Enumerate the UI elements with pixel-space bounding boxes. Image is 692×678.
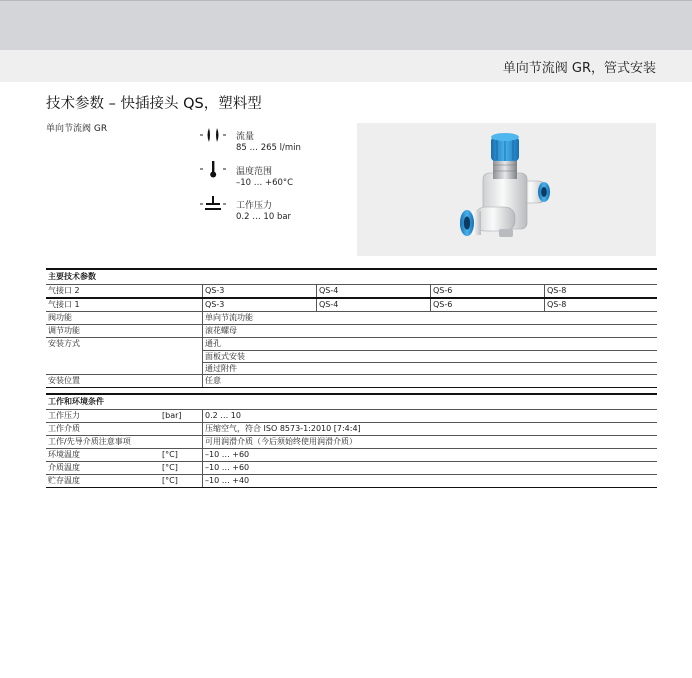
product-name: 单向节流阀 GR <box>46 124 108 134</box>
conditions-table <box>46 393 657 488</box>
table-row <box>46 409 657 422</box>
table-row-port1 <box>46 297 657 311</box>
table-row-position <box>46 374 657 387</box>
condition-value: 可用润滑介质（今后须始终使用润滑介质） <box>202 436 657 448</box>
table-row-port2 <box>46 284 657 297</box>
position-label: 安装位置 <box>48 376 80 385</box>
port1-qs8: QS-8 <box>544 299 657 311</box>
condition-value: –10 … +60 <box>202 449 657 461</box>
port2-qs4: QS-4 <box>316 285 430 297</box>
condition-unit: [°C] <box>162 450 178 459</box>
adjust-function-value: 滚花螺母 <box>202 325 657 337</box>
condition-label: 贮存温度 <box>48 476 80 485</box>
mounting-through-hole: 通孔 <box>202 338 657 350</box>
product-image <box>357 123 656 256</box>
flow-icon <box>200 126 226 144</box>
table-row-mounting <box>46 337 657 374</box>
page-title: 技术参数 – 快插接头 QS，塑料型 <box>46 96 262 112</box>
pressure-label: 工作压力 <box>236 201 273 211</box>
main-specs-title: 主要技术参数 <box>48 272 96 281</box>
port2-qs8: QS-8 <box>544 285 657 297</box>
mounting-accessory: 通过附件 <box>202 362 657 374</box>
table-row <box>46 422 657 435</box>
table-row-valve-function <box>46 311 657 324</box>
condition-unit: [°C] <box>162 463 178 472</box>
valve-function-value: 单向节流功能 <box>202 312 657 324</box>
port1-qs6: QS-6 <box>430 299 544 311</box>
pressure-value: 0.2 … 10 bar <box>236 212 292 222</box>
port2-qs3: QS-3 <box>202 285 316 297</box>
condition-value: 0.2 … 10 <box>202 410 657 422</box>
condition-unit <box>162 423 202 435</box>
port2-qs6: QS-6 <box>430 285 544 297</box>
temperature-label: 温度范围 <box>236 167 273 177</box>
condition-label: 环境温度 <box>48 450 80 459</box>
main-specs-table <box>46 268 657 388</box>
mounting-label: 安装方式 <box>48 339 80 348</box>
condition-label: 工作介质 <box>48 424 80 433</box>
table-row <box>46 474 657 487</box>
conditions-title: 工作和环境条件 <box>48 397 104 406</box>
table-row <box>46 435 657 448</box>
table-row <box>46 461 657 474</box>
top-banner <box>0 0 692 50</box>
condition-unit: [°C] <box>162 476 178 485</box>
condition-label: 工作压力 <box>48 411 80 420</box>
condition-value: 压缩空气，符合 ISO 8573-1:2010 [7:4:4] <box>202 423 657 435</box>
table-row-adjust-function <box>46 324 657 337</box>
section-title: 单向节流阀 GR，管式安装 <box>502 61 656 76</box>
table-row <box>46 448 657 461</box>
flow-label: 流量 <box>236 132 255 142</box>
condition-label: 介质温度 <box>48 463 80 472</box>
condition-label: 工作/先导介质注意事项 <box>48 437 131 446</box>
flow-value: 85 … 265 l/min <box>236 143 301 153</box>
port1-qs3: QS-3 <box>202 299 316 311</box>
temperature-value: –10 … +60°C <box>236 178 294 188</box>
adjust-function-label: 调节功能 <box>48 326 80 335</box>
valve-function-label: 阀功能 <box>48 313 72 322</box>
pressure-icon <box>200 195 226 213</box>
condition-value: –10 … +60 <box>202 462 657 474</box>
mounting-panel: 面板式安装 <box>202 350 657 362</box>
position-value: 任意 <box>202 375 657 387</box>
port1-label: 气接口 1 <box>48 300 80 309</box>
port1-qs4: QS-4 <box>316 299 430 311</box>
port2-label: 气接口 2 <box>48 286 80 295</box>
condition-unit: [bar] <box>162 411 182 420</box>
thermometer-icon <box>200 160 226 178</box>
condition-value: –10 … +40 <box>202 475 657 487</box>
